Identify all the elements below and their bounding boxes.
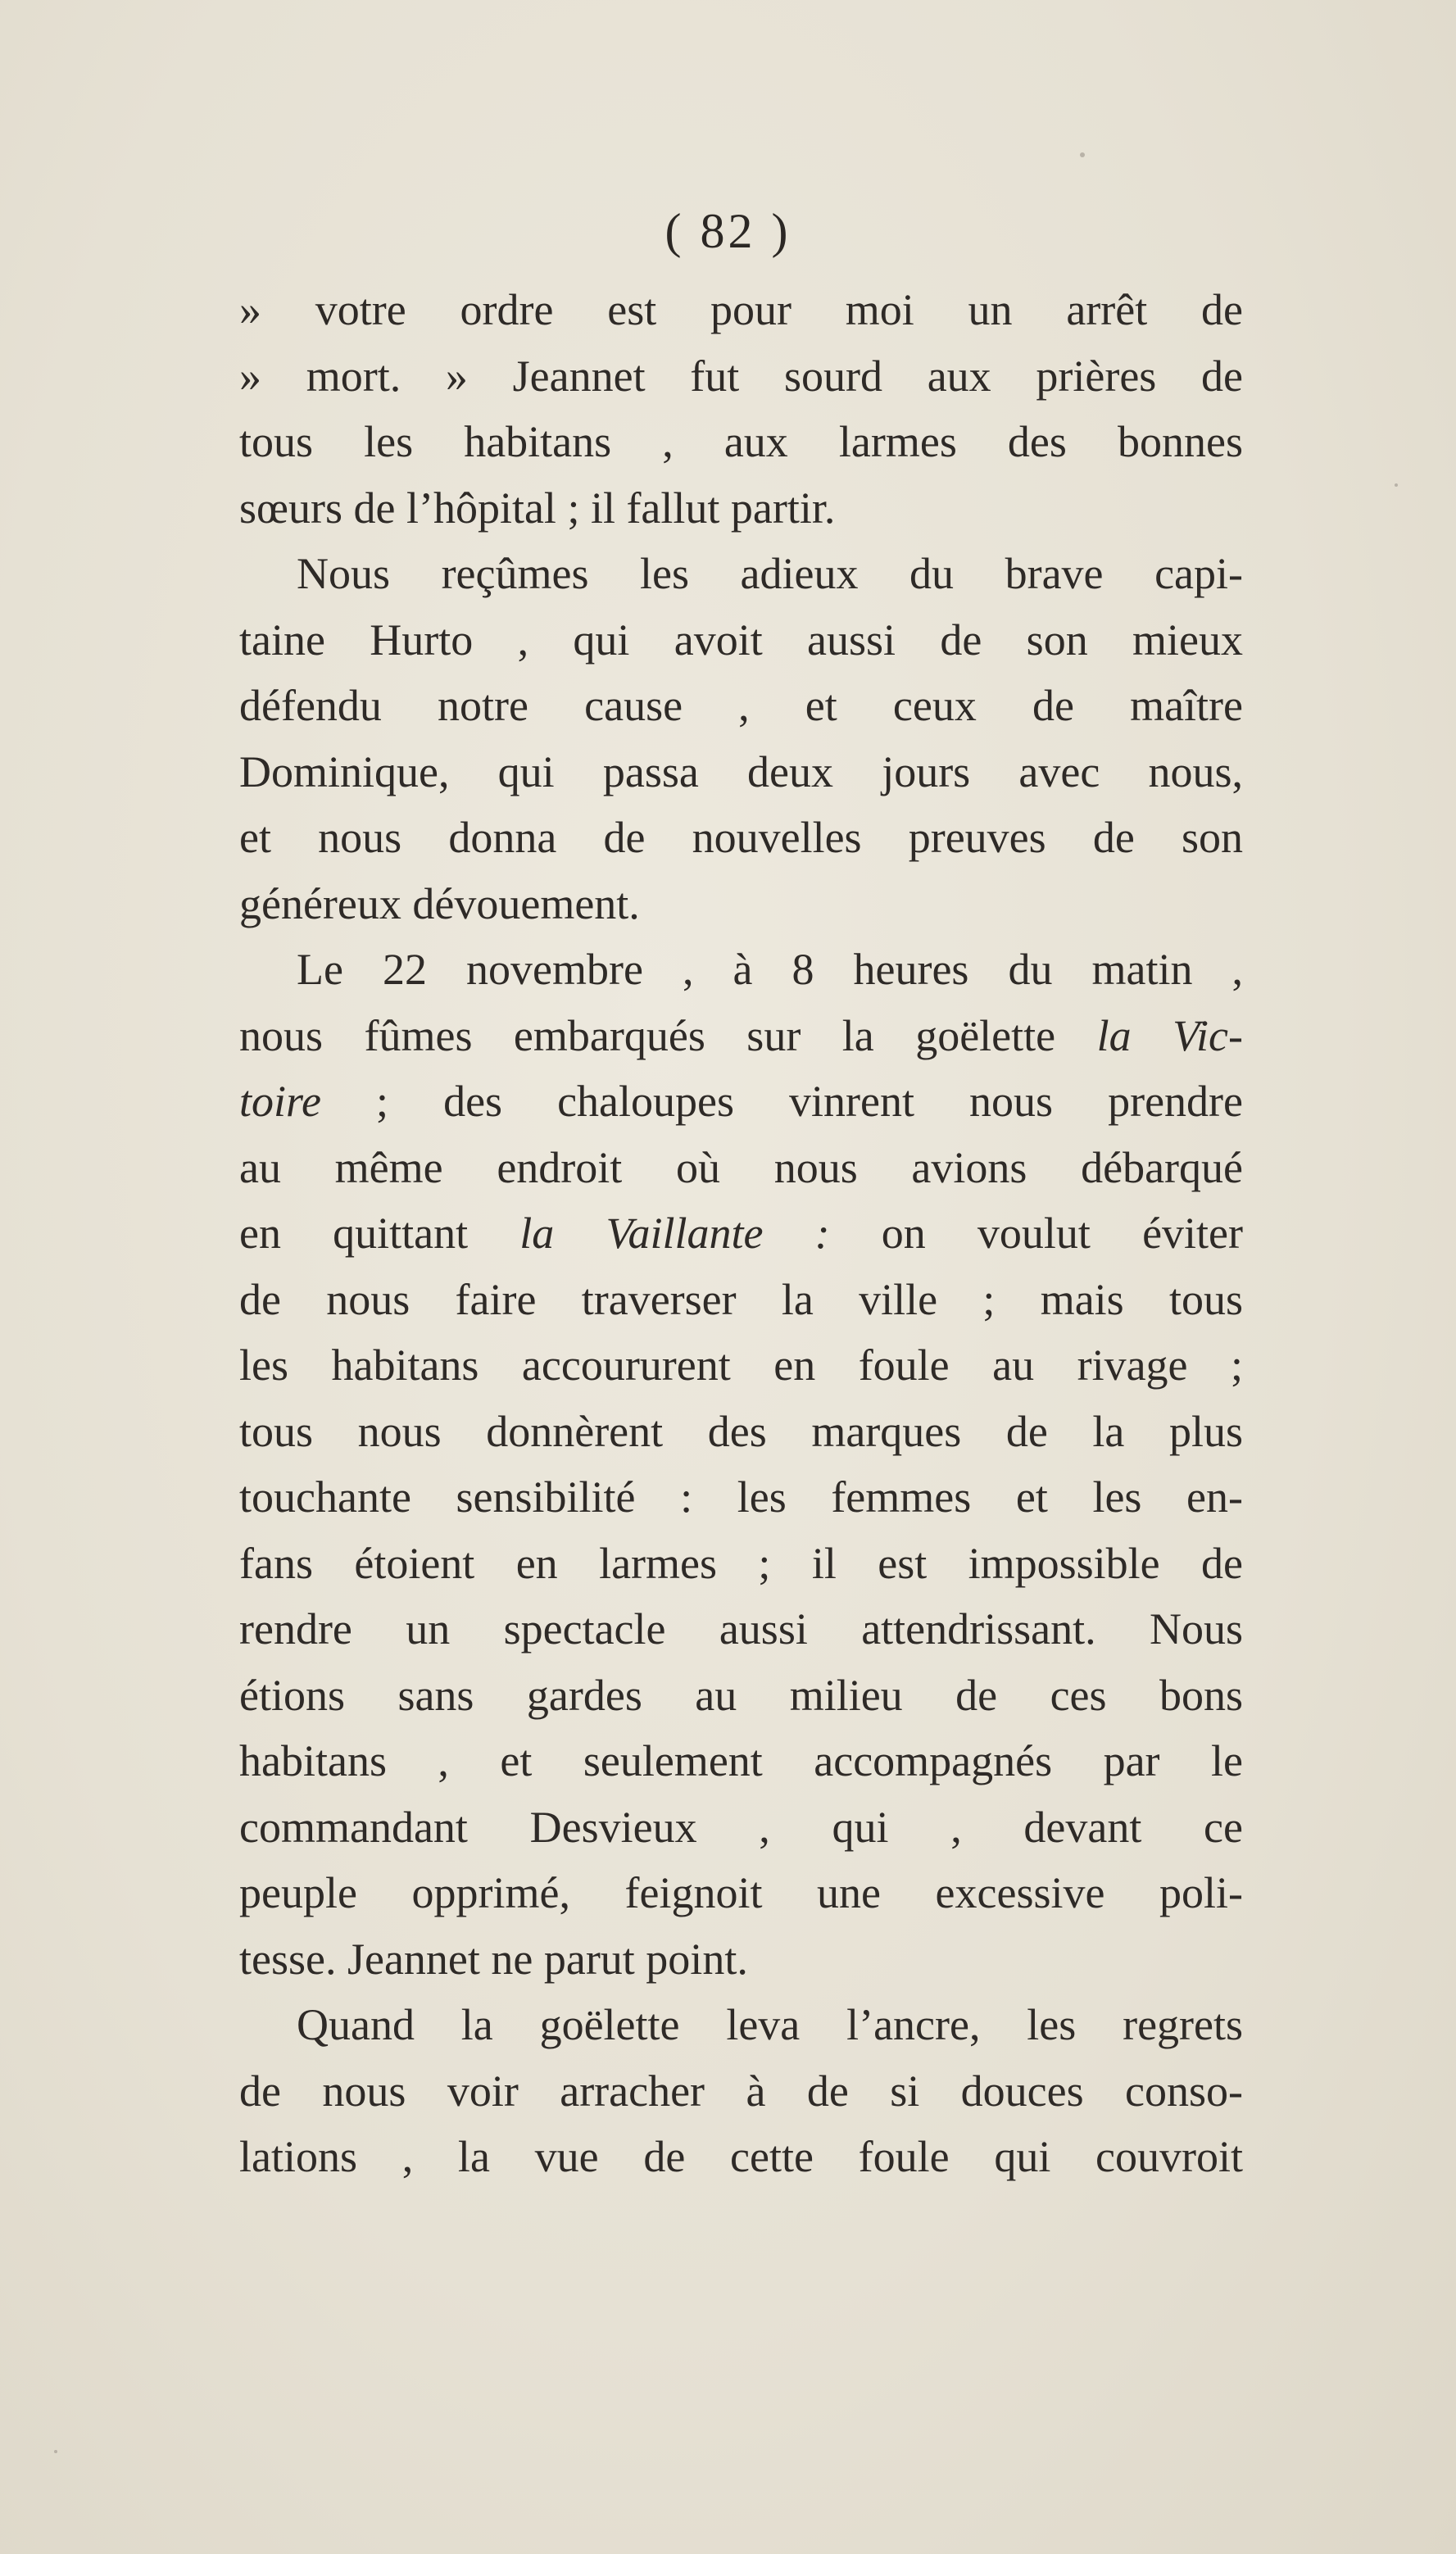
text-segment: nous fûmes embarqués sur la goëlette xyxy=(239,1010,1097,1060)
text-line: taine Hurto , qui avoit aussi de son mieux xyxy=(239,615,1243,665)
text-segment: en quittant xyxy=(239,1209,520,1258)
text-line xyxy=(239,1200,1243,1267)
text-line: commandant Desvieux , qui , devant ce xyxy=(239,1802,1243,1852)
page-number: ( 82 ) xyxy=(664,204,792,258)
italic-title: la Vic- xyxy=(1096,1010,1243,1060)
text-line xyxy=(239,1003,1243,1069)
text-line: de nous faire traverser la ville ; mais tous xyxy=(239,1274,1243,1324)
text-line: Quand la goëlette leva l’ancre, les regrets xyxy=(297,2000,1243,2049)
text-line: » mort. » Jeannet fut sourd aux prières de xyxy=(239,351,1243,401)
text-line: et nous donna de nouvelles preuves de son xyxy=(239,813,1243,862)
text-line: lations , la vue de cette foule qui couvroit xyxy=(239,2132,1243,2181)
body-text xyxy=(239,277,1243,2190)
text-line: défendu notre cause , et ceux de maître xyxy=(239,681,1243,730)
text-line: sœurs de l’hôpital ; il fallut partir. xyxy=(239,483,836,533)
text-line: rendre un spectacle aussi attendrissant. Nous xyxy=(239,1604,1243,1654)
text-line xyxy=(239,1068,1243,1135)
text-line: étions sans gardes au milieu de ces bons xyxy=(239,1670,1243,1720)
paper-speck xyxy=(1395,483,1398,487)
text-line: Dominique, qui passa deux jours avec nous, xyxy=(239,746,1243,796)
paper-speck xyxy=(54,2450,57,2453)
text-line: tous nous donnèrent des marques de la plus xyxy=(239,1406,1243,1456)
text-line: généreux dévouement. xyxy=(239,878,640,928)
text-line: habitans , et seulement accompagnés par le xyxy=(239,1736,1243,1785)
text-line: au même endroit où nous avions débarqué xyxy=(239,1142,1243,1192)
text-line: touchante sensibilité : les femmes et les en- xyxy=(239,1472,1243,1522)
text-line: » votre ordre est pour moi un arrêt de xyxy=(239,285,1243,334)
italic-title: la Vaillante : xyxy=(519,1209,830,1258)
text-segment: ; des chaloupes vinrent nous prendre xyxy=(320,1077,1243,1126)
text-line: les habitans accoururent en foule au rivage ; xyxy=(239,1341,1243,1390)
text-line: Nous reçûmes les adieux du brave capi- xyxy=(297,549,1243,598)
text-line: fans étoient en larmes ; il est impossible de xyxy=(239,1538,1243,1588)
text-line: de nous voir arracher à de si douces conso- xyxy=(239,2066,1243,2116)
text-segment: on voulut éviter xyxy=(829,1209,1243,1258)
italic-title: toire xyxy=(239,1077,321,1126)
text-line: peuple opprimé, feignoit une excessive poli- xyxy=(239,1868,1243,1917)
text-line: tesse. Jeannet ne parut point. xyxy=(239,1934,748,1984)
text-line: tous les habitans , aux larmes des bonnes xyxy=(239,417,1243,466)
text-line: Le 22 novembre , à 8 heures du matin , xyxy=(297,945,1243,994)
paper-speck xyxy=(1080,152,1085,157)
